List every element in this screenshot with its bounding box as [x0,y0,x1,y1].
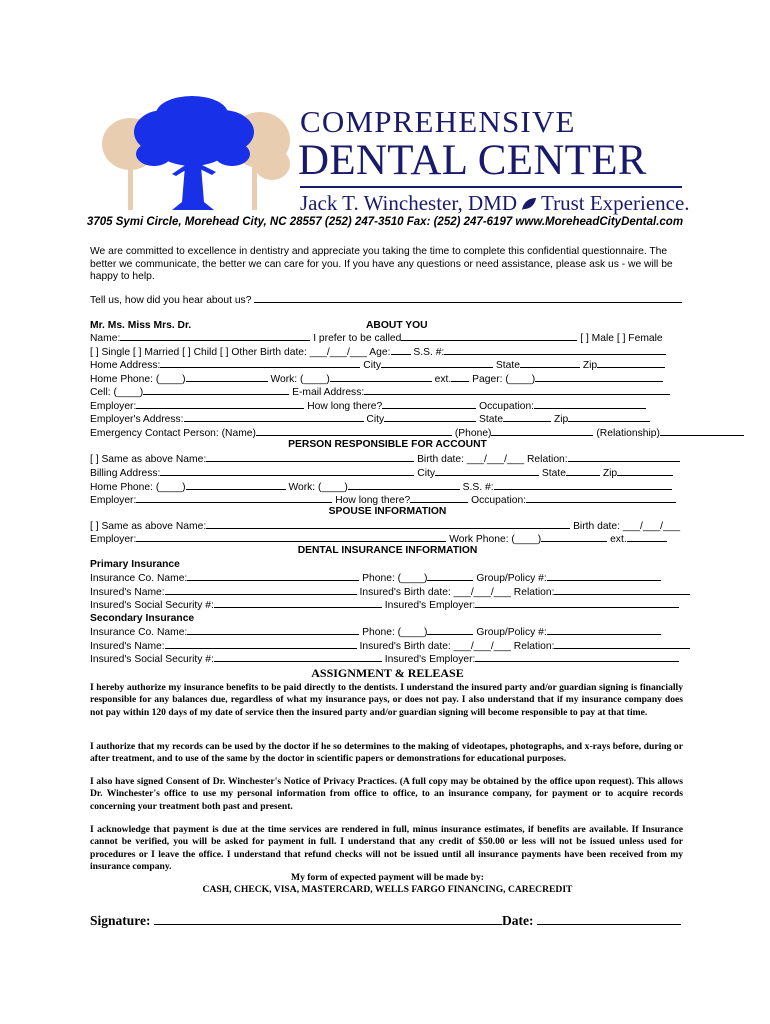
secondary-phone-field[interactable] [427,625,473,635]
billing-city-field[interactable] [435,466,539,476]
secondary-ssn-field[interactable] [214,652,382,662]
pager-label: Pager: (____) [472,374,536,385]
referral-label: Tell us, how did you hear about us? [90,295,252,306]
age-field[interactable] [391,345,411,355]
gender-options[interactable]: [ ] Male [ ] Female [580,333,663,344]
signature-field[interactable] [154,912,502,925]
brand-divider [300,186,682,188]
home-phone-field[interactable] [186,372,268,382]
spouse-ext-label: ext. [610,534,627,545]
home-phone-label: Home Phone: (____) [90,374,186,385]
emergency-label: Emergency Contact Person: (Name) [90,428,256,439]
how-long-field[interactable] [382,399,476,409]
employer-zip-label: Zip [553,414,569,425]
spouse-ext-field[interactable] [627,532,667,542]
cell-field[interactable] [143,385,289,395]
billing-city-label: City [417,468,436,479]
secondary-employer-field[interactable] [475,652,679,662]
home-address-field[interactable] [160,358,360,368]
primary-insured-name-label: Insured's Name: [90,587,165,598]
zip-label: Zip [582,360,598,371]
responsible-billing-row [90,466,673,480]
insurance-heading: DENTAL INSURANCE INFORMATION [297,545,478,556]
secondary-group-field[interactable] [547,625,661,635]
secondary-ssn-row [90,652,679,666]
employer-city-field[interactable] [384,412,476,422]
employer-city-label: City [366,414,385,425]
spouse-employer-row [90,532,667,546]
state-field[interactable] [520,358,580,368]
employer-zip-field[interactable] [568,412,650,422]
responsible-ssn-field[interactable] [494,480,672,490]
primary-company-row [90,571,661,585]
assignment-paragraph-1: I hereby authorize my insurance benefits to be paid directly to the dentists. I understand the insured party and/or guardian signing is financially responsible for any balances due, regardless of what my insurance pays, or does not pay. I also understand that if my insurance company does not pay within 120 days of my date of service then the insured party and/or guardian signing will become responsible to pay at that time. [90,682,683,718]
payment-methods: CASH, CHECK, VISA, MASTERCARD, WELLS FARGO FINANCING, CARECREDIT [202,884,573,895]
primary-employer-field[interactable] [475,598,679,608]
ext-label: ext. [434,374,452,385]
about-marital-row [90,345,666,359]
primary-ssn-field[interactable] [214,598,382,608]
spouse-heading: SPOUSE INFORMATION [328,506,447,517]
secondary-group-label: Group/Policy #: [476,627,547,638]
occupation-field[interactable] [534,399,646,409]
doctor-name: Jack T. Winchester, DMD [300,191,518,215]
secondary-insurance-heading: Secondary Insurance [90,613,195,624]
intro-paragraph: We are committed to excellence in dentistry and appreciate you taking the time to complete this confidential questionnaire. The better we communicate, the better we can care for you. If you have any questions or need assistance, please ask us - we will be happy to help. [90,246,673,282]
emergency-phone-label: (Phone) [454,428,492,439]
about-name-row [90,331,663,345]
occupation-label: Occupation: [479,401,535,412]
emergency-name-field[interactable] [256,426,452,436]
practice-address: 3705 Symi Circle, Morehead City, NC 28557 (252) 247-3510 Fax: (252) 247-6197 www.MoreheadCityDental.com [86,216,684,228]
about-phone-row [90,372,663,386]
work-phone-field[interactable] [330,372,432,382]
primary-company-field[interactable] [187,571,359,581]
spouse-work-phone-label: Work Phone: (____) [449,534,542,545]
date-field[interactable] [537,912,681,925]
assignment-paragraph-3: I also have signed Consent of Dr. Winchester's Notice of Privacy Practices. (A full copy may be obtained by the office upon request). This allows Dr. Winchester's office to use my personal information from office to office, to an insurance company, for payment or to acquire records concerning your treatment both past and present. [90,776,683,812]
employer-address-field[interactable] [184,412,364,422]
responsible-name-row [90,452,680,466]
responsible-name-field[interactable] [206,452,414,462]
title-options: Mr. Ms. Miss Mrs. Dr. [90,320,192,331]
primary-company-label: Insurance Co. Name: [90,573,188,584]
tree-logo [92,92,294,214]
about-cell-row [90,385,670,399]
pager-field[interactable] [535,372,663,382]
billing-zip-label: Zip [602,468,618,479]
responsible-how-long-field[interactable] [410,493,468,503]
responsible-home-phone-label: Home Phone: (____) [90,482,186,493]
emergency-phone-field[interactable] [491,426,593,436]
secondary-phone-label: Phone: (____) [362,627,428,638]
responsible-employer-row [90,493,676,507]
primary-phone-label: Phone: (____) [362,573,428,584]
city-label: City [363,360,382,371]
cell-label: Cell: (____) [90,387,144,398]
secondary-company-field[interactable] [187,625,359,635]
spouse-name-row [90,519,680,533]
secondary-employer-label: Insured's Employer: [384,654,476,665]
prefer-label: I prefer to be called [313,333,402,344]
responsible-occupation-label: Occupation: [471,495,527,506]
referral-field[interactable] [254,293,682,303]
employer-field[interactable] [136,399,304,409]
home-address-label: Home Address: [90,360,161,371]
spouse-name-field[interactable] [206,519,570,529]
email-field[interactable] [364,385,670,395]
billing-state-label: State [541,468,566,479]
date-label: Date: [502,913,534,928]
secondary-insured-name-label: Insured's Name: [90,641,165,652]
brand-name-line2: DENTAL CENTER [298,137,647,184]
responsible-work-label: Work: (____) [288,482,348,493]
primary-group-field[interactable] [547,571,661,581]
city-field[interactable] [381,358,493,368]
secondary-ssn-label: Insured's Social Security #: [90,654,214,665]
spouse-employer-field[interactable] [136,532,446,542]
responsible-employer-label: Employer: [90,495,137,506]
how-long-label: How long there? [307,401,383,412]
employer-address-label: Employer's Address: [90,414,184,425]
employer-label: Employer: [90,401,137,412]
primary-group-label: Group/Policy #: [476,573,547,584]
secondary-insured-row [90,639,690,653]
secondary-insured-name-field[interactable] [165,639,357,649]
name-label: Name: [90,333,121,344]
emergency-row [90,426,744,440]
responsible-relation-field[interactable] [568,452,680,462]
ssn-field[interactable] [444,345,666,355]
primary-ssn-label: Insured's Social Security #: [90,600,214,611]
spouse-work-phone-field[interactable] [541,532,607,542]
primary-insured-row [90,585,690,599]
about-employer-row [90,399,646,413]
primary-phone-field[interactable] [427,571,473,581]
primary-ssn-row [90,598,679,612]
primary-insurance-heading: Primary Insurance [90,559,180,570]
spouse-birth-label: Birth date: ___/___/___ [573,521,681,532]
relationship-field[interactable] [660,426,744,436]
about-address-row [90,358,665,372]
responsible-ssn-label: S.S. #: [462,482,494,493]
responsible-phone-row [90,480,672,494]
ssn-label: S.S. #: [413,347,445,358]
date-row [502,912,681,929]
responsible-employer-field[interactable] [136,493,332,503]
primary-employer-label: Insured's Employer: [384,600,476,611]
signature-row [90,912,502,929]
billing-zip-field[interactable] [617,466,673,476]
preferred-name-field[interactable] [401,331,577,341]
zip-field[interactable] [597,358,665,368]
signature-label: Signature: [90,913,151,928]
responsible-occupation-field[interactable] [526,493,676,503]
spouse-same-option[interactable]: [ ] Same as above Name: [90,521,207,532]
responsible-birth-label: Birth date: ___/___/___ [417,454,525,465]
assignment-heading: ASSIGNMENT & RELEASE [311,666,464,680]
spouse-employer-label: Employer: [90,534,137,545]
about-heading: ABOUT YOU [366,320,428,331]
leaf-icon [521,197,537,211]
responsible-relation-label: Relation: [527,454,568,465]
secondary-relation-label: Relation: [513,641,555,652]
about-employer-address-row [90,412,650,426]
primary-insured-birth-label: Insured's Birth date: ___/___/___ [359,587,511,598]
primary-relation-label: Relation: [513,587,555,598]
relationship-label: (Relationship) [596,428,660,439]
responsible-home-phone-field[interactable] [186,480,286,490]
billing-address-label: Billing Address: [90,468,161,479]
primary-insured-name-field[interactable] [165,585,357,595]
doctor-tagline [300,191,690,216]
ext-field[interactable] [451,372,469,382]
billing-address-field[interactable] [160,466,414,476]
assignment-paragraph-2: I authorize that my records can be used by the doctor if he so determines to the making of videotapes, photographs, and x-rays before, during or after treatment, and to use of the same by the doctor in scientific papers or demonstrations for educational purposes. [90,741,683,765]
secondary-relation-field[interactable] [554,639,690,649]
secondary-insured-birth-label: Insured's Birth date: ___/___/___ [359,641,511,652]
employer-state-field[interactable] [503,412,551,422]
state-label: State [495,360,520,371]
marital-options[interactable]: [ ] Single [ ] Married [ ] Child [ ] Other Birth date: ___/___/___ Age: [90,347,391,358]
responsible-heading: PERSON RESPONSIBLE FOR ACCOUNT [288,439,487,450]
name-field[interactable] [120,331,310,341]
employer-state-label: State [479,414,504,425]
primary-relation-field[interactable] [554,585,690,595]
assignment-paragraph-4: I acknowledge that payment is due at the time services are rendered in full, minus insurance estimates, if benefits are available. If Insurance cannot be verified, you will be asked for payment in full. I understand that any credit of $50.00 or less will not be issued unless used for procedures or I leave the office. I understand that refund checks will not be issued until all insurance payments have been received from my insurance company. [90,824,683,873]
email-label: E-mail Address: [292,387,365,398]
payment-intro: My form of expected payment will be made by: [291,872,484,883]
responsible-how-long-label: How long there? [335,495,411,506]
secondary-company-row [90,625,661,639]
brand-name-line1: COMPREHENSIVE [300,104,576,139]
responsible-work-field[interactable] [348,480,460,490]
secondary-company-label: Insurance Co. Name: [90,627,188,638]
responsible-same-option[interactable]: [ ] Same as above Name: [90,454,207,465]
referral-row [90,293,682,307]
work-phone-label: Work: (____) [270,374,330,385]
tagline: Trust Experience. [541,191,690,215]
billing-state-field[interactable] [566,466,600,476]
